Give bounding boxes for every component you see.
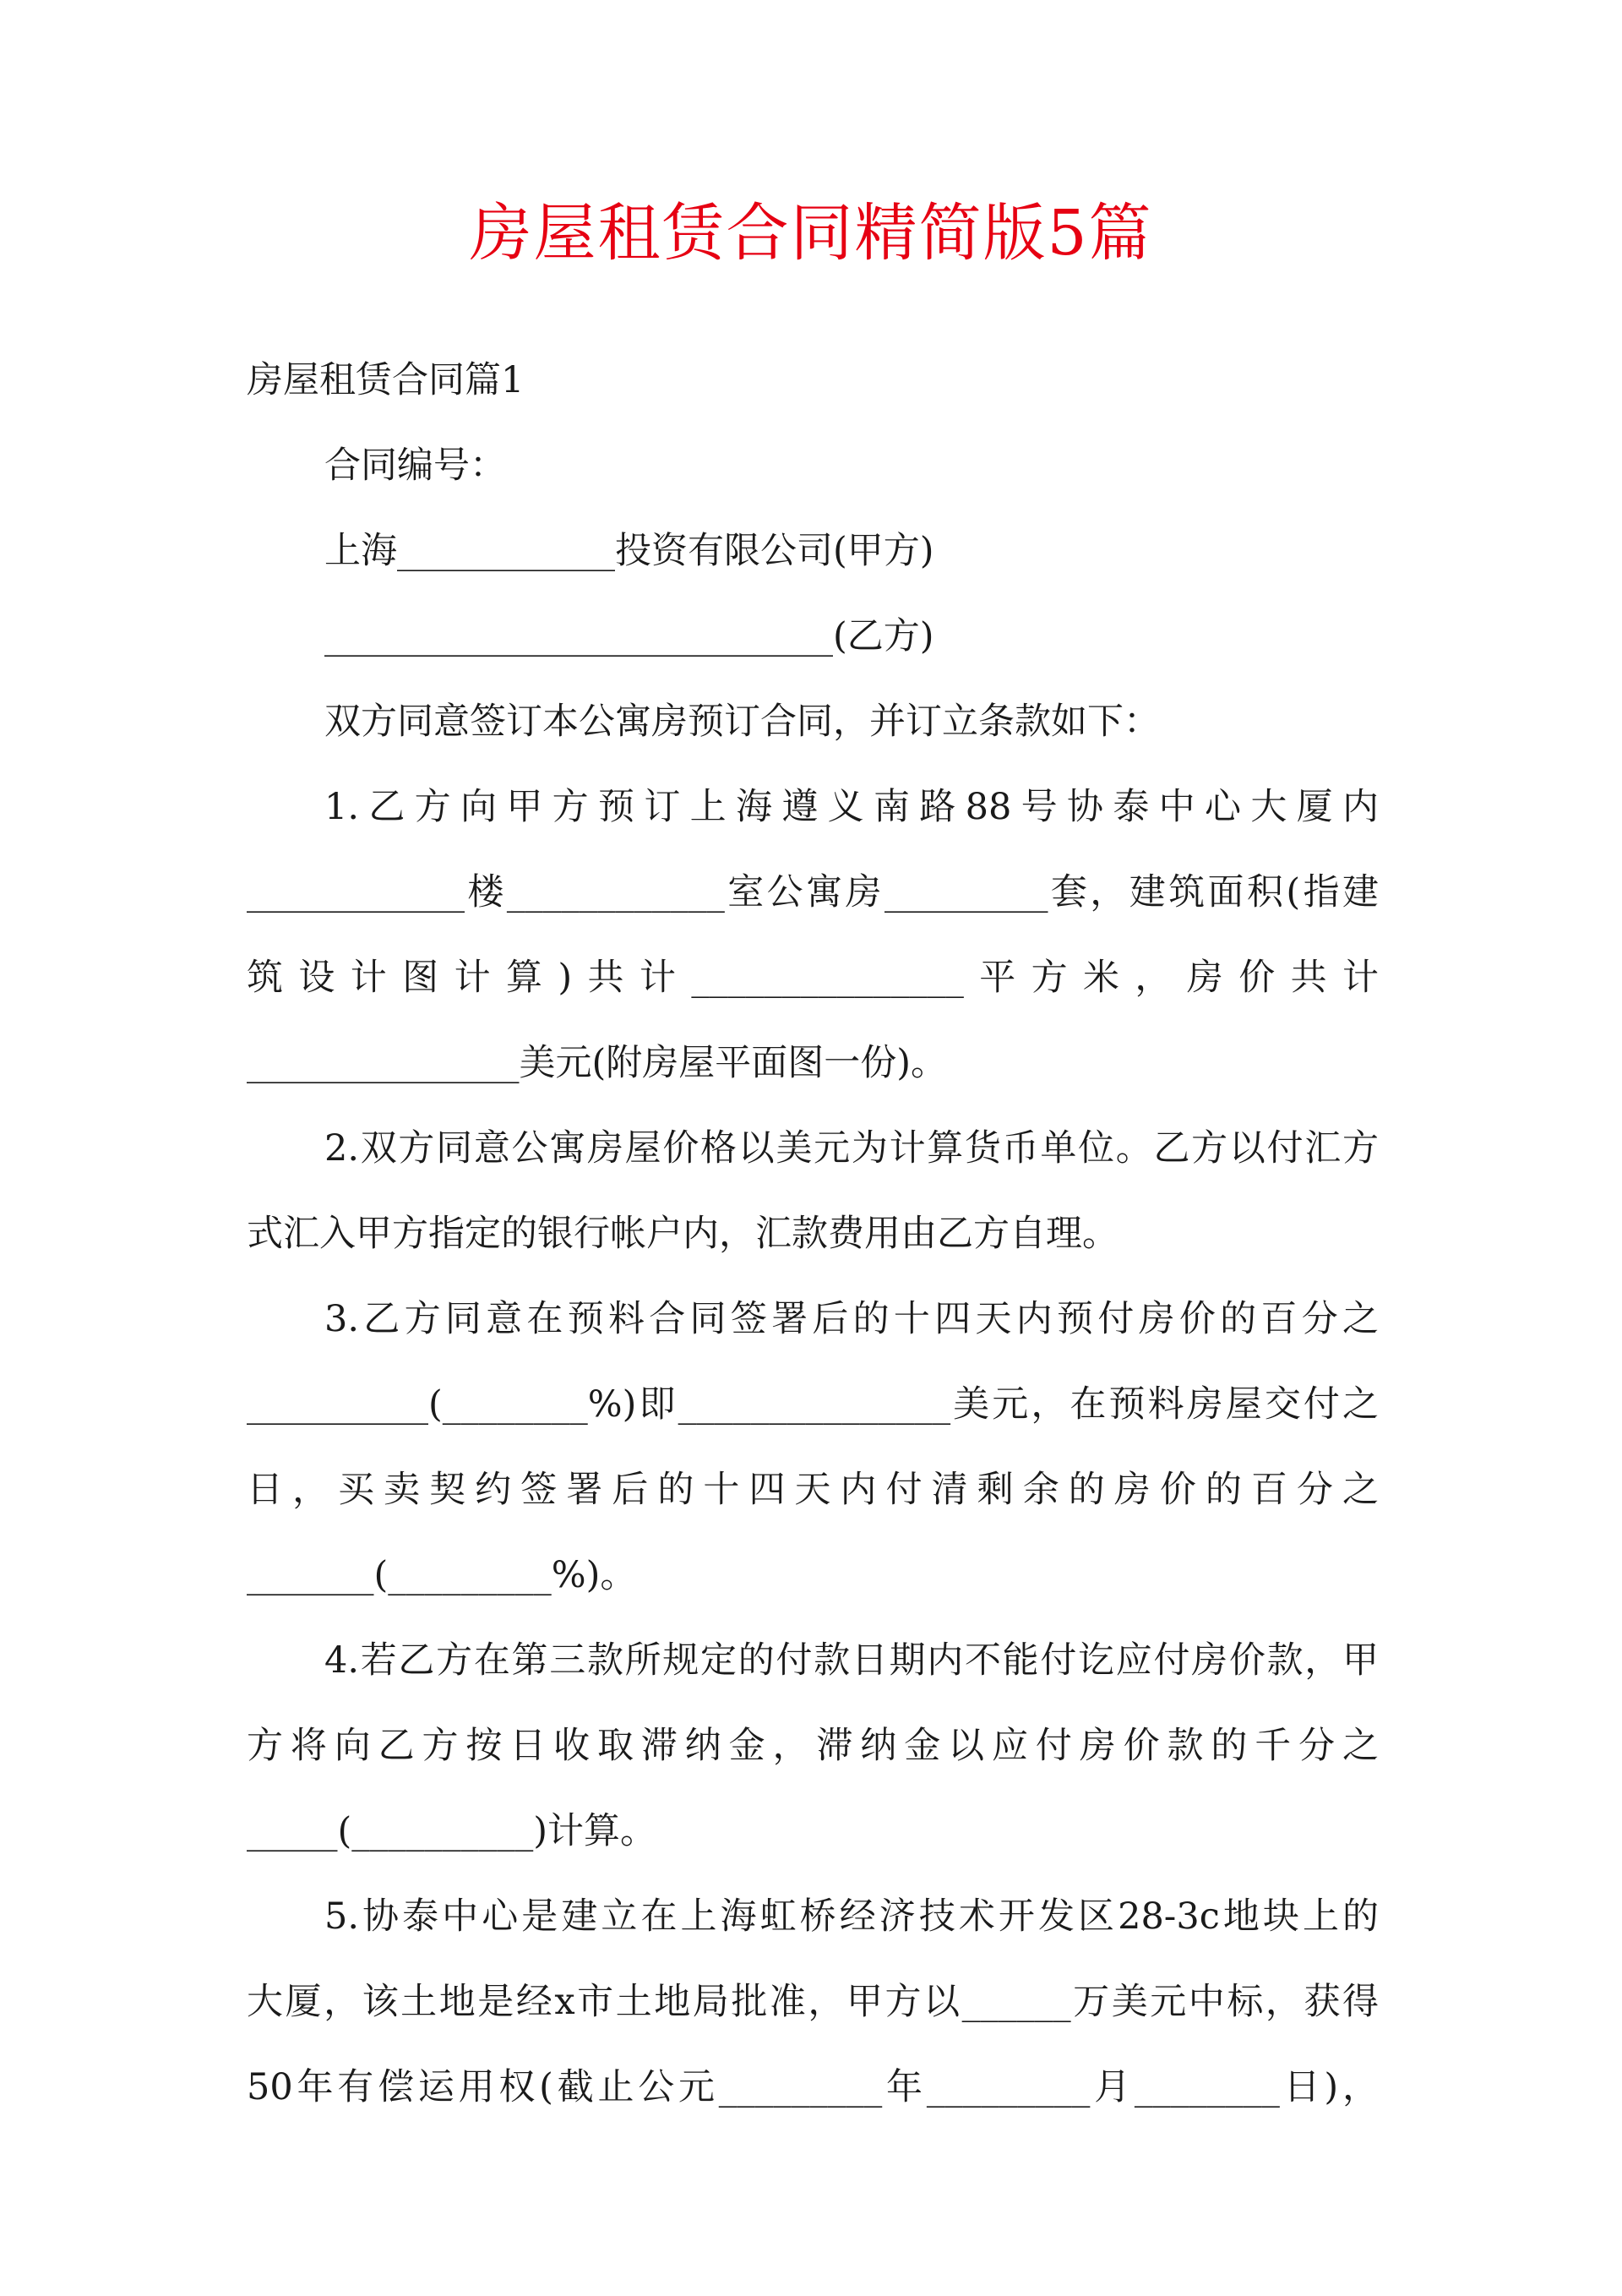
section-heading: 房屋租赁合同篇1 — [247, 359, 525, 401]
clause-5-line-3: 50年有偿运用权(截止公元_________年_________月________日)， — [247, 2066, 1379, 2108]
party-b-line: ____________________________(乙方) — [324, 615, 934, 657]
clause-3-line-1: 3.乙方同意在预料合同签署后的十四天内预付房价的百分之 — [324, 1298, 1379, 1340]
clause-2-line-1: 2.双方同意公寓房屋价格以美元为计算货币单位。乙方以付汇方 — [324, 1127, 1379, 1170]
clause-3-line-2: __________(________%)即_______________美元，在预料房屋交付之 — [247, 1383, 1379, 1426]
clause-1-line-4: _______________美元(附房屋平面图一份)。 — [247, 1042, 948, 1084]
clause-4-line-1: 4.若乙方在第三款所规定的付款日期内不能付讫应付房价款，甲 — [324, 1639, 1379, 1682]
party-a-line: 上海____________投资有限公司(甲方) — [324, 530, 934, 572]
clause-5-line-1: 5.协泰中心是建立在上海虹桥经济技术开发区28-3c地块上的 — [324, 1895, 1379, 1938]
clause-1-line-3: 筑设计图计算)共计_______________平方米，房价共计 — [247, 957, 1379, 999]
clause-5-line-2: 大厦，该土地是经x市土地局批准，甲方以______万美元中标，获得 — [247, 1981, 1379, 2023]
clause-4-line-3: _____(__________)计算。 — [247, 1810, 657, 1852]
clause-1-line-1: 1.乙方向甲方预订上海遵义南路88号协泰中心大厦内 — [324, 786, 1379, 828]
clause-1-line-2: ____________楼____________室公寓房_________套，建筑面积(指建 — [247, 871, 1379, 913]
document-title: 房屋租赁合同精简版5篇 — [469, 197, 1153, 270]
clause-2-line-2: 式汇入甲方指定的银行帐户内，汇款费用由乙方自理。 — [247, 1213, 1119, 1255]
clause-3-line-4: _______(_________%)。 — [247, 1554, 637, 1596]
document-body — [247, 338, 1379, 2130]
intro-line: 双方同意签订本公寓房预订合同，并订立条款如下： — [324, 701, 1160, 743]
clause-4-line-2: 方将向乙方按日收取滞纳金，滞纳金以应付房价款的千分之 — [247, 1725, 1379, 1767]
contract-number-line: 合同编号： — [324, 444, 506, 487]
clause-3-line-3: 日，买卖契约签署后的十四天内付清剩余的房价的百分之 — [247, 1469, 1379, 1511]
